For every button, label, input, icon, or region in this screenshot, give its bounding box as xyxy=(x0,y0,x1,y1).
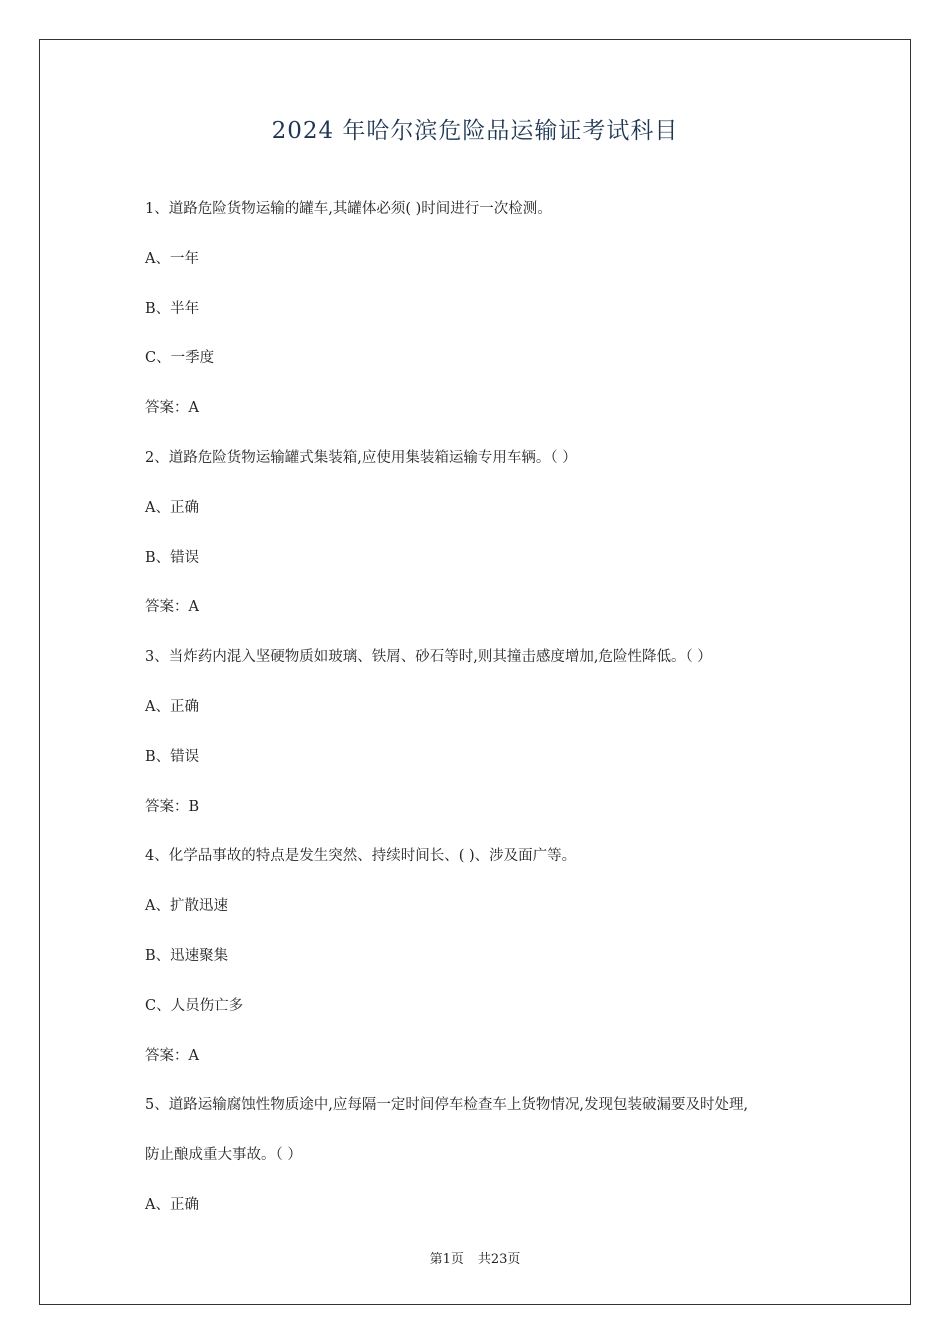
question-3-option-a: A、正确 xyxy=(145,698,199,715)
question-4-option-b: B、迅速聚集 xyxy=(145,947,229,964)
question-4-text: 4、化学品事故的特点是发生突然、持续时间长、( )、涉及面广等。 xyxy=(145,848,577,865)
question-4-option-c: C、人员伤亡多 xyxy=(145,997,244,1014)
page-footer xyxy=(0,1248,950,1267)
question-2-option-a: A、正确 xyxy=(145,499,199,516)
document-title: 2024 年哈尔滨危险品运输证考试科目 xyxy=(271,118,679,144)
question-5-text-continued: 防止酿成重大事故。（ ） xyxy=(145,1147,302,1164)
question-3-answer: 答案：B xyxy=(145,798,200,815)
question-1-option-c: C、一季度 xyxy=(145,350,215,367)
question-3-text: 3、当炸药内混入坚硬物质如玻璃、铁屑、砂石等时,则其撞击感度增加,危险性降低。（ ） xyxy=(145,649,712,666)
question-1-option-a: A、一年 xyxy=(145,250,199,267)
question-5-option-a: A、正确 xyxy=(145,1196,199,1213)
question-list xyxy=(145,199,825,1245)
question-4-option-a: A、扩散迅速 xyxy=(145,898,228,915)
question-2-answer: 答案：A xyxy=(145,599,199,616)
question-2-text: 2、道路危险货物运输罐式集装箱,应使用集装箱运输专用车辆。（ ） xyxy=(145,449,577,466)
question-1-option-b: B、半年 xyxy=(145,300,200,317)
question-3-option-b: B、错误 xyxy=(145,748,200,765)
page-total: 共23页 xyxy=(477,1252,521,1267)
question-4-answer: 答案：A xyxy=(145,1047,199,1064)
question-1-answer: 答案：A xyxy=(145,400,199,417)
question-1-text: 1、道路危险货物运输的罐车,其罐体必须( )时间进行一次检测。 xyxy=(145,201,552,217)
question-2-option-b: B、错误 xyxy=(145,549,200,566)
question-5-text: 5、道路运输腐蚀性物质途中,应每隔一定时间停车检查车上货物情况,发现包装破漏要及时处理, xyxy=(145,1097,749,1114)
page-number: 第1页 xyxy=(429,1252,464,1267)
